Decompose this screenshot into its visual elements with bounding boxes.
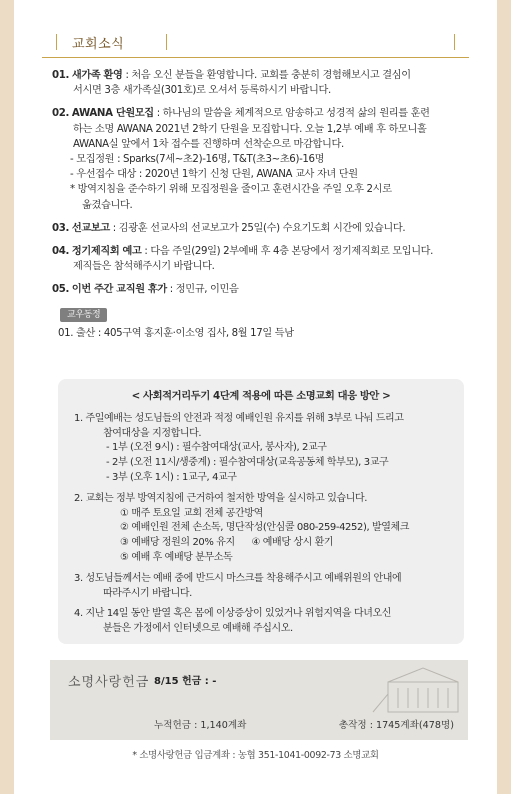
offering-calligraphy: 소명사랑헌금: [68, 675, 150, 690]
header-bar-middle: [166, 34, 167, 50]
news-text: : 처음 오신 분들을 환영합니다. 교회를 충분히 경험해보시고 결심이: [125, 70, 411, 81]
quarantine-measure: ⑤ 예배 후 예배당 분무소독: [120, 551, 233, 563]
news-item-deacons-meeting: [52, 244, 472, 274]
news-text: : 김광훈 선교사의 선교보고가 25일(수) 수요기도회 시간에 있습니다.: [112, 222, 406, 234]
news-text: : 하나님의 말씀을 체계적으로 암송하고 성경적 삶의 원리를 훈련: [156, 108, 430, 120]
header-bar-left: [56, 34, 57, 50]
news-item-mission-report: [52, 221, 472, 236]
quarantine-measure: ② 예배인원 전체 손소독, 명단작성(안심콜 080-259-4252), 발열체크: [120, 522, 410, 534]
staff-news-item: [52, 326, 472, 341]
notice-line: 따라주시기 바랍니다.: [103, 587, 192, 599]
news-item-welcome: [52, 68, 472, 98]
notice-item-masks: [58, 572, 464, 602]
news-item-awana: [52, 106, 472, 212]
news-number: 03.: [52, 222, 69, 234]
notice-item-symptoms: [58, 607, 464, 637]
header-bar-right: [454, 34, 455, 50]
awana-detail: - 모집정원 : Sparks(7세~초2)-16명, T&T(초3~초6)-16명: [70, 154, 325, 166]
news-text: : 정민규, 이민음: [169, 284, 239, 296]
notice-line: 3. 성도님들께서는 예배 중에 반드시 마스크를 착용해주시고 예배위원의 안내에: [74, 572, 402, 584]
news-number: 04.: [52, 246, 69, 258]
awana-note: * 방역지침을 준수하기 위해 모집정원을 줄이고 훈련시간을 주일 오후 2시로: [70, 184, 392, 196]
notice-item-worship: [58, 412, 464, 486]
offering-panel: [50, 660, 468, 740]
news-label: 선교보고: [71, 222, 110, 234]
notice-line: 4. 지난 14일 동안 발열 혹은 몸에 이상증상이 있었거나 위험지역을 다녀오신: [74, 608, 391, 620]
quarantine-measure: ③ 예배당 정원의 20% 유지 ④ 예배당 상시 환기: [120, 537, 334, 549]
staff-text: : 405구역 홍지훈·이소영 집사, 8월 17일 득남: [97, 327, 294, 339]
church-sketch-image: [368, 664, 468, 714]
total-pledge: 총작정 : 1745계좌(478명): [338, 720, 454, 731]
news-label: 새가족 환영: [71, 70, 123, 81]
news-continuation: AWANA실 앞에서 1차 접수를 진행하며 선착순으로 마감합니다.: [73, 138, 344, 150]
news-text: : 다음 주일(29일) 2부예배 후 4층 본당에서 정기제직회로 모입니다.: [144, 246, 434, 258]
news-continuation: 하는 소명 AWANA 2021년 2학기 단원을 모집합니다. 오늘 1,2부 예배 후 하모니홀: [73, 123, 427, 135]
notice-line: 분들은 가정에서 인터넷으로 예배해 주십시오.: [103, 623, 293, 635]
staff-news-tag: 교우동정: [60, 308, 107, 322]
news-continuation: 제직들은 참석해주시기 바랍니다.: [73, 261, 215, 273]
header-underline: [42, 57, 469, 58]
news-number: 05.: [52, 284, 69, 296]
today-offering: 8/15 헌금 : -: [154, 676, 217, 687]
news-label: 이번 주간 교직원 휴가: [71, 284, 167, 296]
bulletin-page: [14, 0, 497, 794]
awana-note: 옮겼습니다.: [82, 199, 133, 211]
staff-label: 출산: [76, 327, 96, 339]
news-label: AWANA 단원모집: [71, 108, 154, 120]
section-title: 교회소식: [72, 37, 125, 52]
news-label: 정기제직회 예고: [71, 246, 142, 258]
bank-account-note: * 소명사랑헌금 입금계좌 : 농협 351-1041-0092-73 소명교회: [132, 750, 379, 761]
service-line: - 3부 (오후 1시) : 1교구, 4교구: [106, 471, 237, 483]
notice-title: < 사회적거리두기 4단계 적용에 따른 소명교회 대응 방안 >: [131, 390, 391, 402]
section-header: [14, 0, 497, 58]
accumulated-offering: 누적헌금 : 1,140계좌: [154, 720, 247, 731]
news-list: [52, 68, 472, 341]
quarantine-measure: ① 매주 토요일 교회 전체 공간방역: [120, 507, 263, 519]
news-number: 01.: [52, 70, 69, 81]
notice-item-quarantine: [58, 492, 464, 566]
notice-line: 2. 교회는 정부 방역지침에 근거하여 철저한 방역을 실시하고 있습니다.: [74, 492, 368, 504]
service-line: - 2부 (오전 11시/생중계) : 필수참여대상(교육공동체 학부모), 3교구: [106, 457, 389, 469]
service-line: - 1부 (오전 9시) : 필수참여대상(교사, 봉사자), 2교구: [106, 442, 327, 454]
covid-notice-box: [58, 379, 464, 644]
notice-line: 1. 주일예배는 성도님들의 안전과 적정 예배인원 유지를 위해 3부로 나눠 드리고: [74, 412, 404, 424]
news-continuation: 서시면 3층 새가족실(301호)로 오셔서 등록하시기 바랍니다.: [73, 85, 331, 97]
awana-detail: - 우선접수 대상 : 2020년 1학기 신청 단원, AWANA 교사 자녀 단원: [70, 169, 358, 181]
news-item-staff-vacation: [52, 282, 472, 297]
notice-line: 참여대상을 지정합니다.: [103, 427, 202, 439]
news-number: 02.: [52, 108, 69, 120]
staff-number: 01.: [58, 327, 74, 339]
